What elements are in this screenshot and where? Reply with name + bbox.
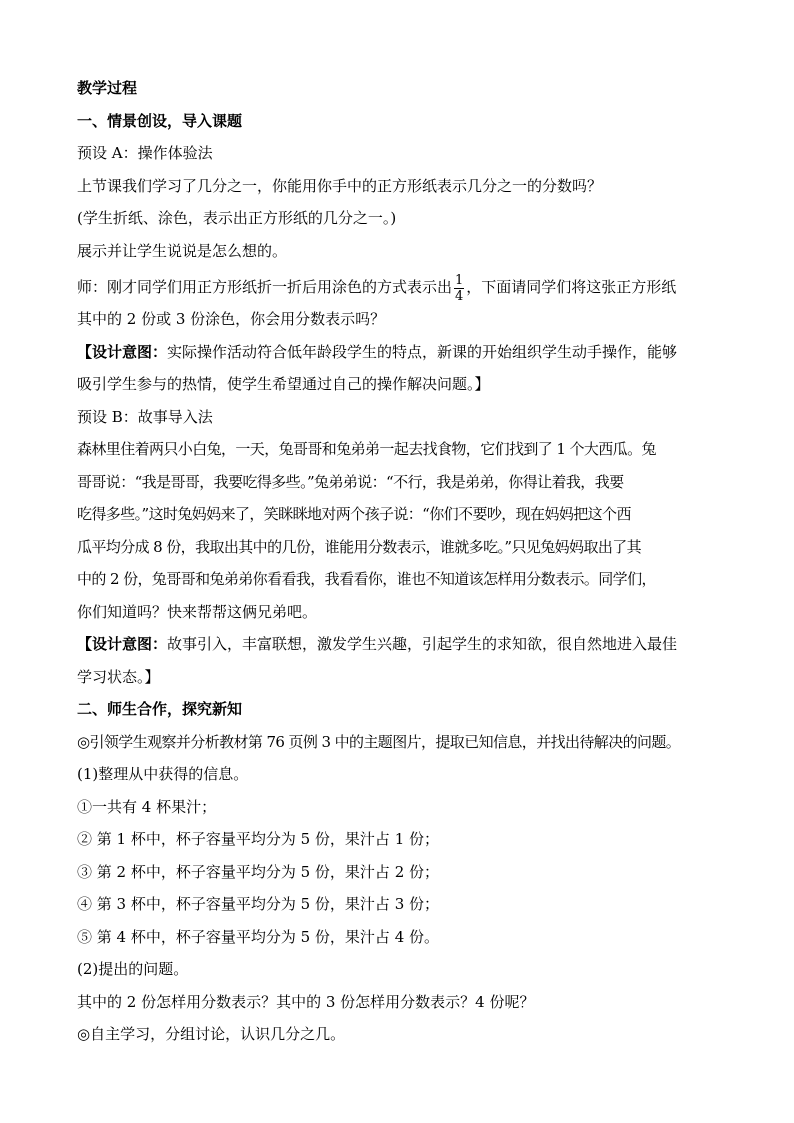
story-line: 瓜平均分成 8 份，我取出其中的几份，谁能用分数表示，谁就多吃。”只见兔妈妈取出了其 — [77, 537, 642, 556]
story-line: 中的 2 份，兔哥哥和兔弟弟你看看我，我看看你，谁也不知道该怎样用分数表示。同学们， — [77, 570, 656, 588]
fraction-numerator: 1 — [455, 272, 464, 288]
section1-title: 一、情景创设，导入课题 — [77, 111, 243, 130]
preset-b: 预设 B：故事导入法 — [77, 407, 213, 426]
section2-title: 二、师生合作，探究新知 — [77, 700, 243, 718]
design-intent-label: 【设计意图： — [77, 635, 168, 653]
teacher-text-after: ，下面请同学们将这张正方形纸 — [466, 278, 677, 296]
design-intent-2 — [77, 628, 729, 661]
fraction — [454, 273, 464, 304]
paragraph-line: (学生折纸、涂色，表示出正方形纸的几分之一。) — [77, 209, 397, 227]
teacher-text-before: 师：刚才同学们用正方形纸折一折后用涂色的方式表示出 — [77, 278, 453, 296]
self-study-line: ◎自主学习，分组讨论，认识几分之几。 — [77, 1025, 346, 1043]
design-intent-2-line2: 学习状态。】 — [77, 667, 160, 686]
info-item: ①一共有 4 杯果汁； — [77, 797, 217, 816]
info-item: ③ 第 2 杯中，杯子容量平均分为 5 份，果汁占 2 份； — [77, 862, 440, 881]
story-line: 森林里住着两只小白兔，一天，兔哥哥和兔弟弟一起去找食物，它们找到了 1 个大西瓜。兔 — [77, 440, 656, 458]
info-item: ④ 第 3 杯中，杯子容量平均分为 5 份，果汁占 3 份； — [77, 895, 440, 913]
info-title: (1)整理从中获得的信息。 — [77, 765, 249, 783]
story-line: 哥哥说：“我是哥哥，我要吃得多些。”兔弟弟说：“不行，我是弟弟，你得让着我，我要 — [77, 472, 624, 491]
question-line: 其中的 2 份怎样用分数表示？其中的 3 份怎样用分数表示？4 份呢？ — [77, 992, 535, 1011]
teacher-line-2: 其中的 2 份或 3 份涂色，你会用分数表示吗？ — [77, 310, 386, 328]
story-line: 吃得多些。”这时兔妈妈来了，笑眯眯地对两个孩子说：“你们不要吵，现在妈妈把这个西 — [77, 505, 631, 523]
fraction-denominator: 4 — [455, 288, 464, 304]
design-intent-text: 故事引入，丰富联想，激发学生兴趣，引起学生的求知欲，很自然地进入最佳 — [167, 635, 678, 653]
question-title: (2)提出的问题。 — [77, 960, 189, 978]
design-intent-text: 实际操作活动符合低年龄段学生的特点，新课的开始组织学生动手操作，能够 — [167, 342, 678, 361]
teacher-line — [77, 267, 729, 307]
section-heading: 教学过程 — [77, 79, 138, 97]
guide-line: ◎引领学生观察并分析教材第 76 页例 3 中的主题图片，提取已知信息，并找出待解决的问题。 — [77, 732, 681, 751]
paragraph-line: 展示并让学生说说是怎么想的。 — [77, 241, 288, 260]
design-intent-label: 【设计意图： — [77, 342, 168, 361]
info-item: ⑤ 第 4 杯中，杯子容量平均分为 5 份，果汁占 4 份。 — [77, 927, 440, 946]
story-line: 你们知道吗？快来帮帮这俩兄弟吧。 — [77, 602, 318, 621]
info-item: ② 第 1 杯中，杯子容量平均分为 5 份，果汁占 1 份； — [77, 830, 440, 848]
design-intent-1 — [77, 336, 729, 369]
design-intent-1-line2: 吸引学生参与的热情，使学生希望通过自己的操作解决问题。】 — [77, 375, 490, 393]
document-content — [77, 72, 729, 1051]
preset-a: 预设 A：操作体验法 — [77, 144, 213, 162]
paragraph-line: 上节课我们学习了几分之一，你能用你手中的正方形纸表示几分之一的分数吗？ — [77, 176, 603, 195]
